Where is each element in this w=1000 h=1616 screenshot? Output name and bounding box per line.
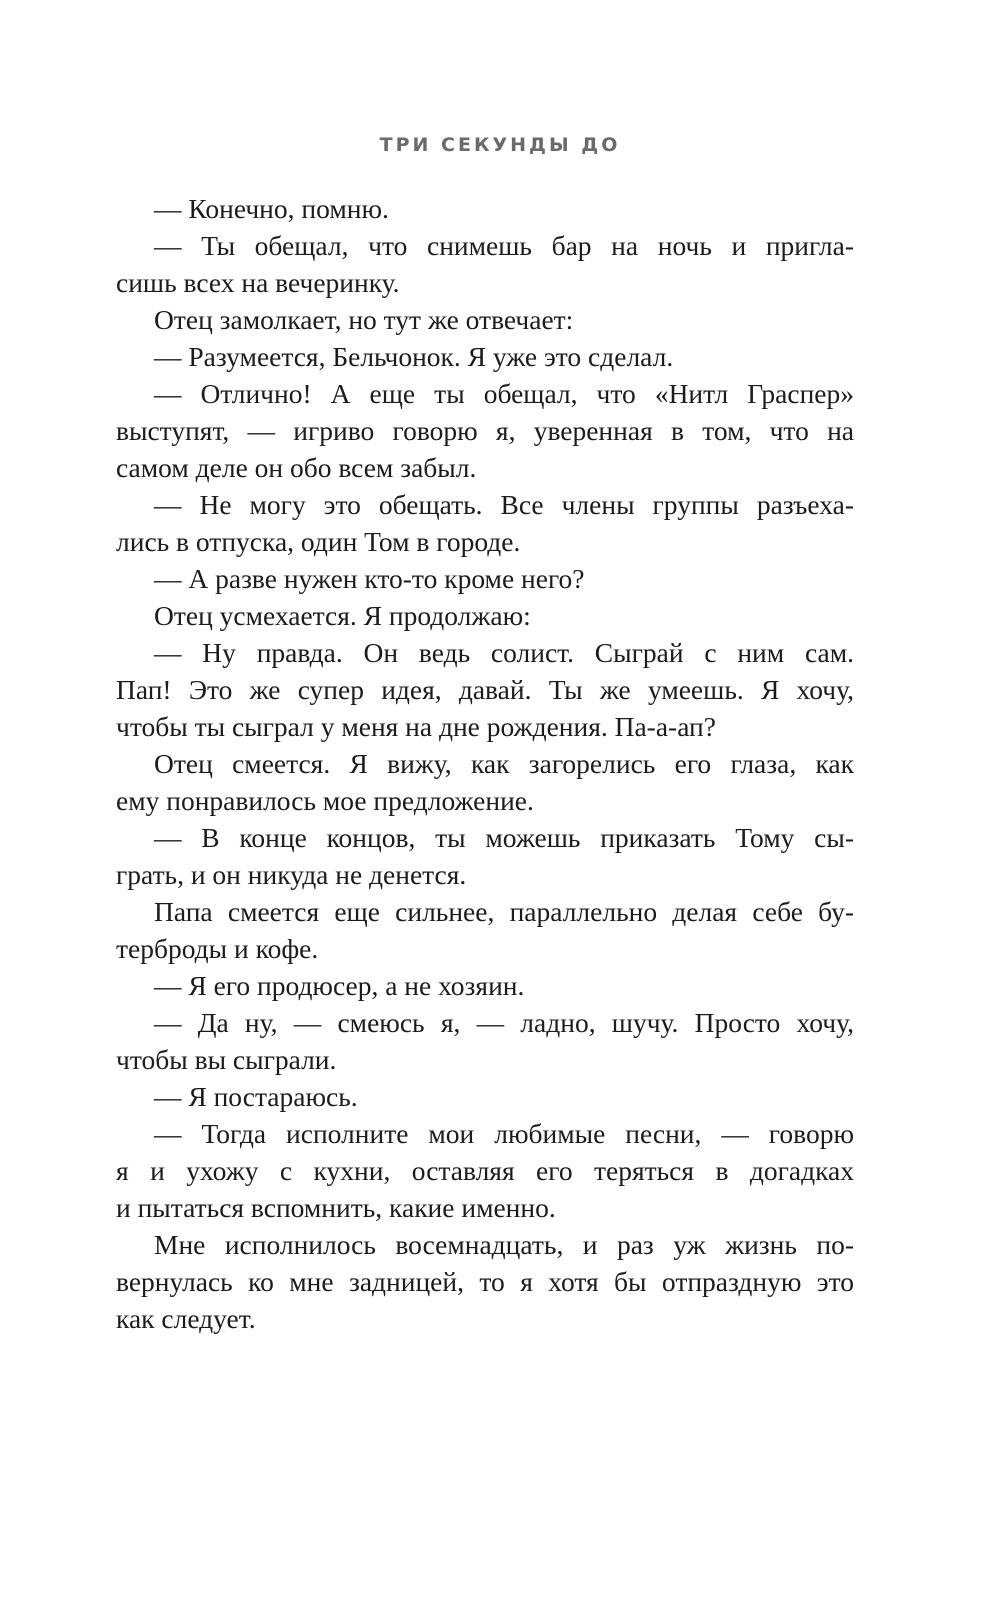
text-line: — Я постараюсь. xyxy=(154,1081,358,1112)
text-line: — Конечно, помню. xyxy=(154,193,389,224)
text-line: — Да ну, — смеюсь я, — ладно, шучу. Просто хочу, xyxy=(154,1007,854,1038)
text-line: — Отлично! А еще ты обещал, что «Нитл Граспер» xyxy=(154,378,854,409)
text-line: Папа смеется еще сильнее, параллельно делая себе бу- xyxy=(154,896,854,927)
text-line: как следует. xyxy=(116,1303,256,1334)
text-line: Отец замолкает, но тут же отвечает: xyxy=(154,304,574,335)
text-line: — А разве нужен кто-то кроме него? xyxy=(154,563,585,594)
text-line: чтобы вы сыграли. xyxy=(116,1044,337,1075)
text-line: ему понравилось мое предложение. xyxy=(116,785,534,816)
text-line: — Не могу это обещать. Все члены группы разъеха- xyxy=(154,489,854,520)
text-line: сишь всех на вечеринку. xyxy=(116,267,400,298)
text-line: выступят, — игриво говорю я, уверенная в том, что на xyxy=(116,415,854,446)
text-line: Мне исполнилось восемнадцать, и раз уж жизнь по- xyxy=(154,1229,854,1260)
text-line: грать, и он никуда не денется. xyxy=(116,859,467,890)
text-line: Отец усмехается. Я продолжаю: xyxy=(154,600,531,631)
text-line: вернулась ко мне задницей, то я хотя бы отпраздную это xyxy=(116,1266,854,1297)
text-line: Пап! Это же супер идея, давай. Ты же умеешь. Я хочу, xyxy=(116,674,854,705)
text-line: — Ну правда. Он ведь солист. Сыграй с ним сам. xyxy=(154,637,854,668)
text-line: — Тогда исполните мои любимые песни, — говорю xyxy=(154,1118,854,1149)
text-line: — Я его продюсер, а не хозяин. xyxy=(154,970,525,1001)
text-line: терброды и кофе. xyxy=(116,933,319,964)
text-line: самом деле он обо всем забыл. xyxy=(116,452,477,483)
text-line: — Ты обещал, что снимешь бар на ночь и пригла- xyxy=(154,230,854,261)
text-line: чтобы ты сыграл у меня на дне рождения. Па-а-ап? xyxy=(116,711,716,742)
body-text xyxy=(116,190,854,1337)
text-line: — В конце концов, ты можешь приказать Тому сы- xyxy=(154,822,854,853)
text-line: я и ухожу с кухни, оставляя его теряться в догадках xyxy=(116,1155,854,1186)
text-line: Отец смеется. Я вижу, как загорелись его глаза, как xyxy=(154,748,854,779)
text-line: — Разумеется, Бельчонок. Я уже это сделал. xyxy=(154,341,674,372)
text-line: и пытаться вспомнить, какие именно. xyxy=(116,1192,556,1223)
running-head: ТРИ СЕКУНДЫ ДО xyxy=(379,134,621,156)
text-line: лись в отпуска, один Том в городе. xyxy=(116,526,521,557)
